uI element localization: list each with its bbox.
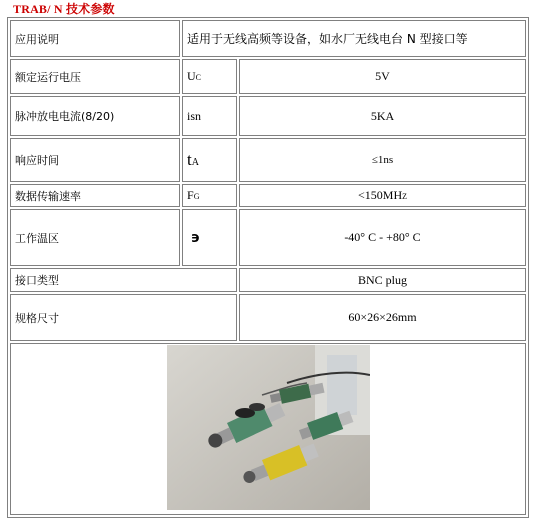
label-voltage: 额定运行电压 bbox=[10, 59, 180, 94]
label-current: 脉冲放电电流(8/20) bbox=[10, 96, 180, 136]
value-rate: <150MHZ bbox=[239, 184, 526, 207]
symbol-rate: FG bbox=[182, 184, 237, 207]
table-row bbox=[10, 59, 526, 94]
table-row bbox=[10, 268, 526, 292]
table-row bbox=[10, 294, 526, 341]
table-row bbox=[10, 209, 526, 266]
symbol-temperature: ϶ bbox=[182, 209, 237, 266]
symbol-response: tA bbox=[182, 138, 237, 182]
symbol-voltage: UC bbox=[182, 59, 237, 94]
table-row bbox=[10, 184, 526, 207]
label-application: 应用说明 bbox=[10, 20, 180, 57]
value-size: 60×26×26mm bbox=[239, 294, 526, 341]
value-response: ≤1ns bbox=[239, 138, 526, 182]
page-title: TRAB/ N 技术参数 bbox=[13, 2, 115, 16]
product-photo bbox=[167, 345, 370, 510]
label-temperature: 工作温区 bbox=[10, 209, 180, 266]
label-interface: 接口类型 bbox=[10, 268, 237, 292]
value-application: 适用于无线高频等设备，如水厂无线电台 N 型接口等 bbox=[182, 20, 526, 57]
value-interface: BNC plug bbox=[239, 268, 526, 292]
table-row bbox=[10, 20, 526, 57]
label-size: 规格尺寸 bbox=[10, 294, 237, 341]
photo-cell bbox=[10, 343, 526, 515]
value-voltage: 5V bbox=[239, 59, 526, 94]
symbol-current: isn bbox=[182, 96, 237, 136]
value-temperature: -40° C - +80° C bbox=[239, 209, 526, 266]
spec-table bbox=[7, 17, 529, 518]
value-current: 5KA bbox=[239, 96, 526, 136]
product-photo-image bbox=[167, 345, 370, 510]
table-row bbox=[10, 138, 526, 182]
label-rate: 数据传输速率 bbox=[10, 184, 180, 207]
label-response: 响应时间 bbox=[10, 138, 180, 182]
table-row bbox=[10, 343, 526, 515]
table-row bbox=[10, 96, 526, 136]
